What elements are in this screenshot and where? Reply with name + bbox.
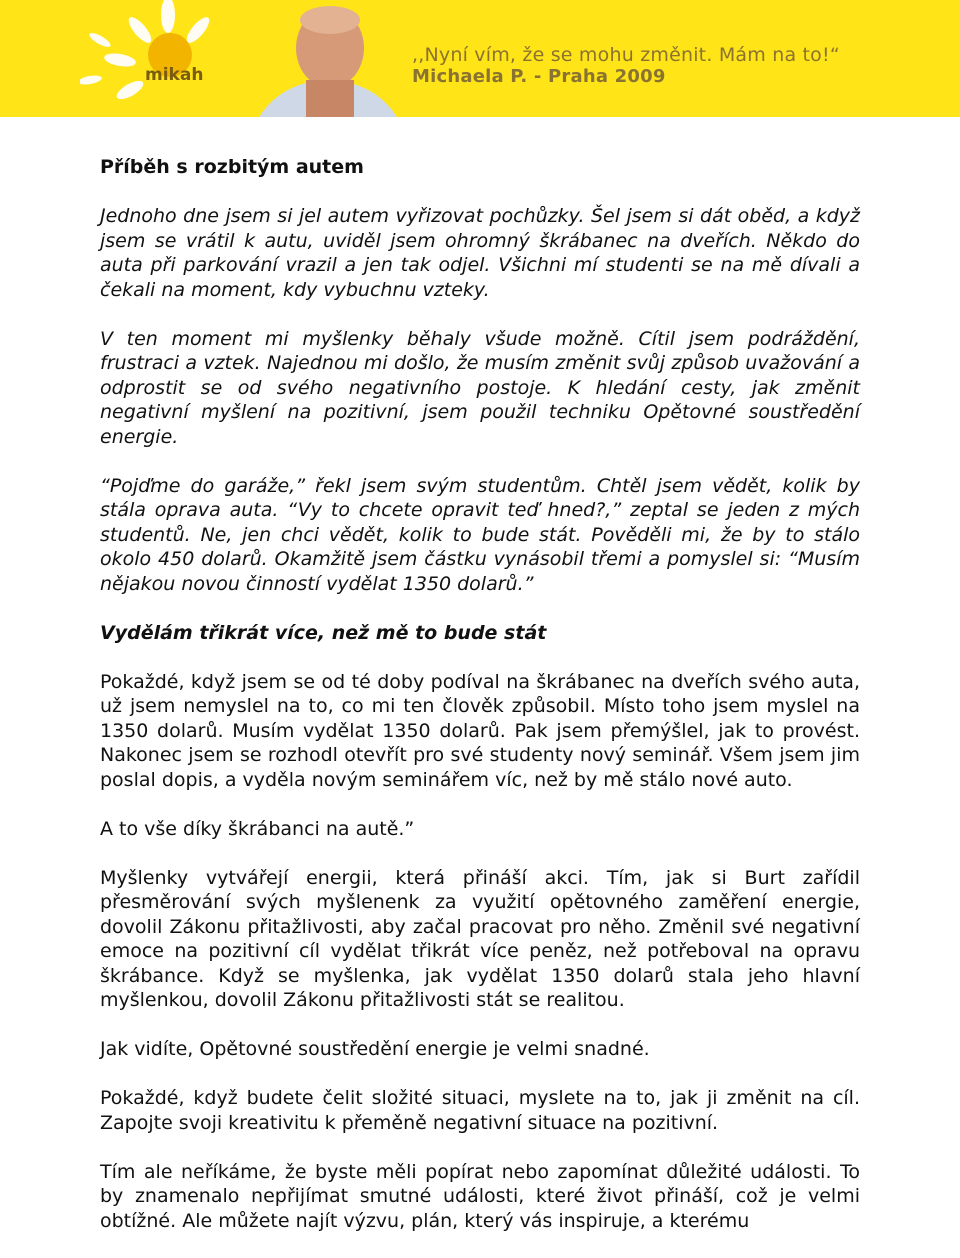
- paragraph-2: V ten moment mi myšlenky běhaly všude možně. Cítil jsem podráždění, frustraci a vztek. Najednou mi došlo, že musím změnit svůj způsob uvažování a odprostit se od svého negativního postoje. K hledání cesty, jak změnit negativní myšlení na pozitivní, jsem použil techniku Opětovné soustředění energie.: [100, 327, 860, 448]
- logo-text: mikah: [145, 65, 204, 85]
- paragraph-4: Pokaždé, když jsem se od té doby podíval na škrábanec na dveřích svého auta, už jsem nemyslel na to, co mi ten člověk způsobil. Místo toho jsem myslel na 1350 dolarů. Musím vydělat 1350 dolarů. Pak jsem přemýšlel, jak to provést. Nakonec jsem se rozhodl otevřít pro své studenty nový seminář. Všem jsem jim poslal dopis, a vyděla novým seminářem víc, než by mě stálo nové auto.: [100, 670, 860, 791]
- paragraph-8: Pokaždé, když budete čelit složité situaci, myslete na to, jak ji změnit na cíl. Zapojte svoji kreativitu k přeměně negativní situace na pozitivní.: [100, 1087, 860, 1134]
- header-quote: ,,Nyní vím, že se mohu změnit. Mám na to!“: [412, 44, 840, 66]
- paragraph-5: A to vše díky škrábanci na autě.”: [100, 817, 415, 840]
- article-subtitle: Vydělám třikrát více, než mě to bude stát: [100, 621, 547, 644]
- article-title: Příběh s rozbitým autem: [100, 156, 364, 178]
- speaker-photo: [248, 0, 408, 117]
- sun-logo-icon: [80, 0, 260, 117]
- header-banner: [0, 0, 960, 117]
- paragraph-7: Jak vidíte, Opětovné soustředění energie je velmi snadné.: [100, 1038, 650, 1060]
- header-byline: Michaela P. - Praha 2009: [412, 66, 666, 87]
- paragraph-3: “Pojďme do garáže,” řekl jsem svým studentům. Chtěl jsem vědět, kolik by stála oprava auta. “Vy to chcete opravit teď hned?,” zeptal se jeden z mých studentů. Ne, jen chci vědět, kolik to bude stát. Pověděli mi, že by to stálo okolo 450 dolarů. Okamžitě jsem částku vynásobil třemi a pomyslel si: “Musím nějakou novou činností vydělat 1350 dolarů.”: [100, 474, 860, 595]
- paragraph-9: Tím ale neříkáme, že byste měli popírat nebo zapomínat důležité události. To by znamenalo nepřijímat smutné události, které život přináší, což je velmi obtížné. Ale můžete najít výzvu, plán, který vás inspiruje, a kterému: [100, 1160, 860, 1232]
- paragraph-6: Myšlenky vytvářejí energii, která přináší akci. Tím, jak si Burt zařídil přesměrování svých myšlenenk za využití opětovného zaměření energie, dovolil Zákonu přitažlivosti, aby začal pracovat pro něho. Změnil své negativní emoce na pozitivní cíl vydělat třikrát více peněz, než potřeboval na opravu škrábance. Když se myšlenka, jak vydělat 1350 dolarů stala jeho hlavní myšlenkou, dovolil Zákonu přitažlivosti stát se realitou.: [100, 866, 860, 1011]
- article: [100, 155, 860, 1258]
- paragraph-1: Jednoho dne jsem si jel autem vyřizovat pochůzky. Šel jsem si dát oběd, a když jsem se vrátil k autu, uviděl jsem ohromný škrábanec na dveřích. Někdo do auta při parkování vrazil a jen tak odjel. Všichni mí studenti se na mě dívali a čekali na moment, kdy vybuchnu vzteky.: [100, 205, 860, 301]
